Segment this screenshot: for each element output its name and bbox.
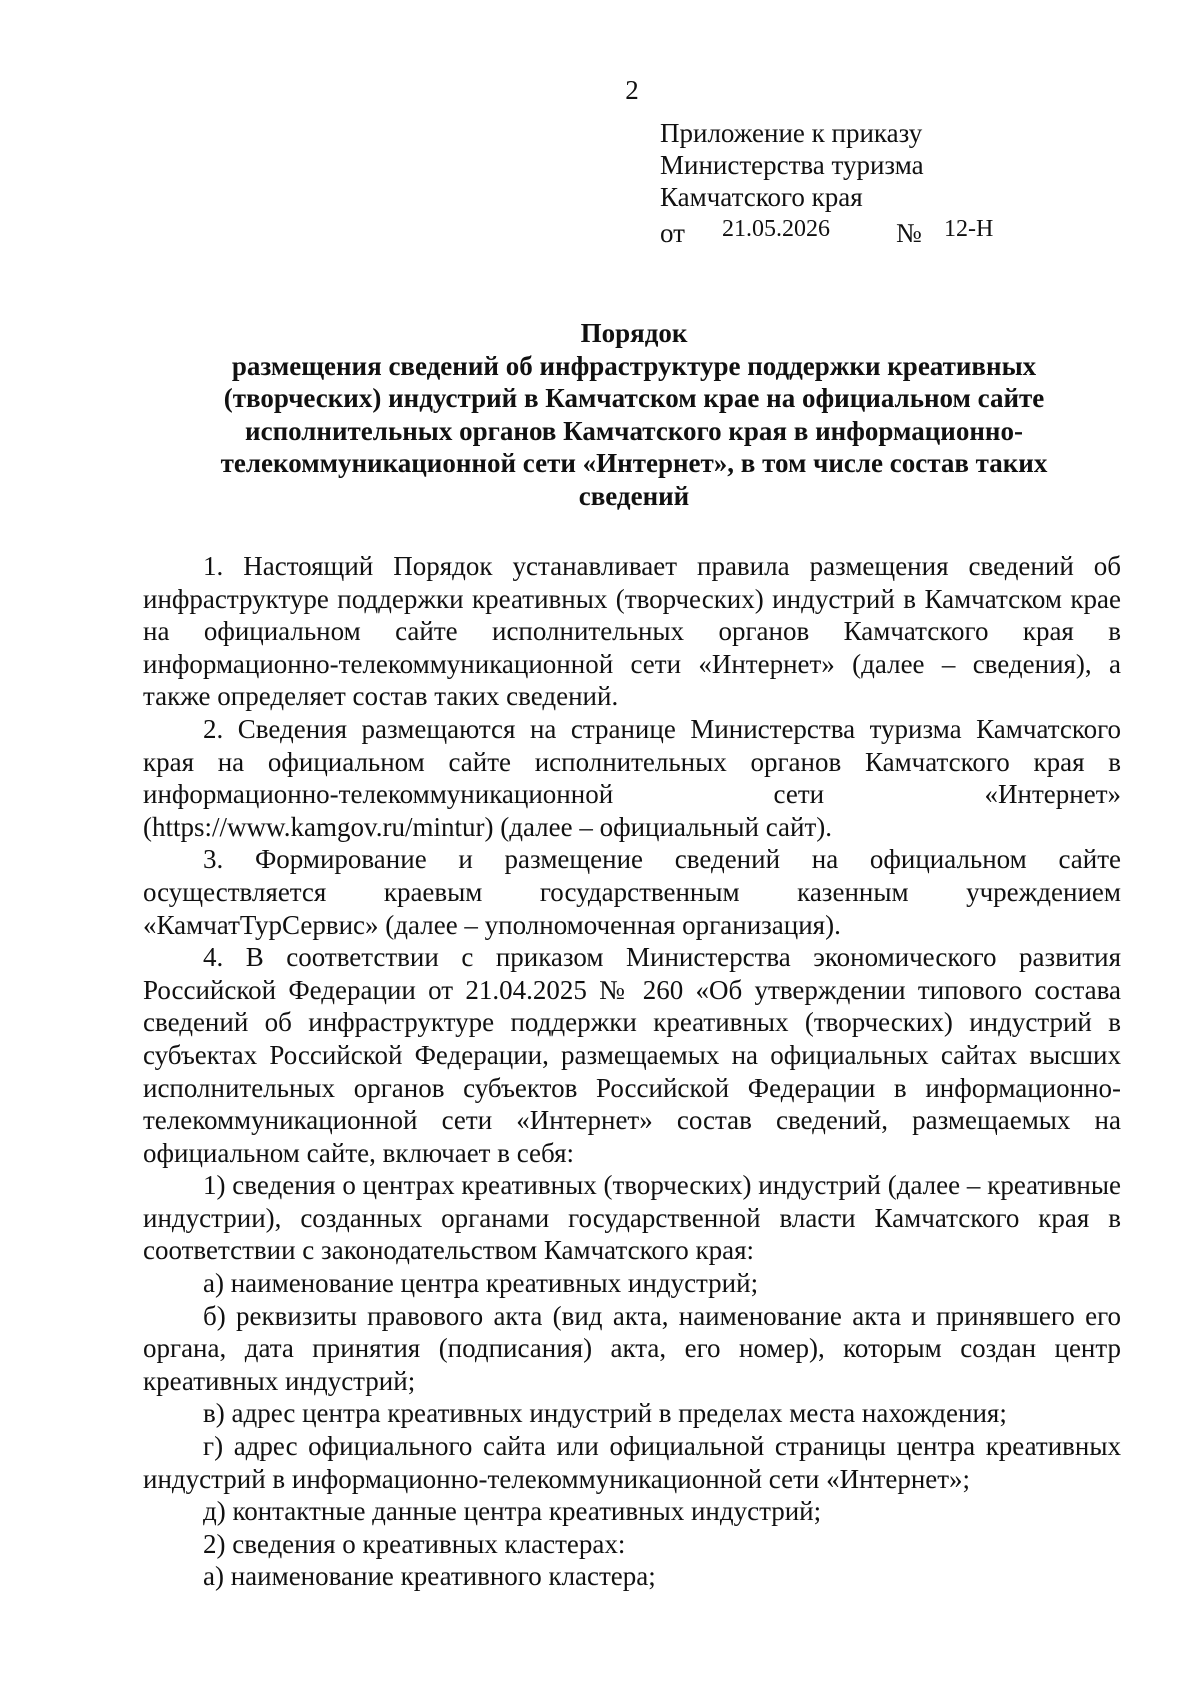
title-line-6: сведений [578, 480, 690, 511]
subitem-a-2: а) наименование креативного кластера; [203, 1561, 656, 1592]
paragraph-2: 2. Сведения размещаются на странице Министерства туризма Камчатского края на официальном сайте исполнительных органов Камчатского края в информационно-телекоммуникационной сети «Интернет» (https://www.kamgov.ru/mintur) (далее – официальный сайт). [143, 713, 1121, 842]
approval-line-1: Приложение к приказу [660, 118, 923, 148]
subitem-a: а) наименование центра креативных индустрий; [203, 1268, 759, 1299]
title-line-4: исполнительных органов Камчатского края в информационно- [245, 415, 1023, 446]
order-number-sign: № [896, 218, 922, 248]
order-from-label: от [660, 218, 685, 248]
subitem-d: д) контактные данные центра креативных индустрий; [203, 1496, 822, 1527]
title-line-2: размещения сведений об инфраструктуре поддержки креативных [231, 350, 1037, 381]
page-number: 2 [625, 75, 639, 105]
list-item-2: 2) сведения о креативных кластерах: [203, 1528, 626, 1559]
paragraph-4: 4. В соответствии с приказом Министерства экономического развития Российской Федерации от 21.04.2025 № 260 «Об утверждении типового состава сведений об инфраструктуре поддержки креативных (творческих) индустрий в субъектах Российской Федерации, размещаемых на официальных сайтах высших исполнительных органов субъектов Российской Федерации в информационно-телекоммуникационной сети «Интернет» состав сведений, размещаемых на официальном сайте, включает в себя: [143, 942, 1121, 1168]
title-line-3: (творческих) индустрий в Камчатском крае на официальном сайте [223, 383, 1045, 413]
subitem-v: в) адрес центра креативных индустрий в пределах места нахождения; [203, 1398, 1007, 1429]
document-title [150, 317, 1118, 512]
approval-line-3: Камчатского края [660, 182, 863, 212]
paragraph-3: 3. Формирование и размещение сведений на официальном сайте осуществляется краевым государственным казенным учреждением «КамчатТурСервис» (далее – уполномоченная организация). [143, 844, 1121, 940]
subitem-g: г) адрес официального сайта или официальной страницы центра креативных индустрий в информационно-телекоммуникационной сети «Интернет»; [143, 1431, 1121, 1494]
order-date: 21.05.2026 [722, 216, 830, 242]
title-line-1: Порядок [580, 318, 688, 348]
subitem-b: б) реквизиты правового акта (вид акта, наименование акта и принявшего его органа, дата принятия (подписания) акта, его номер), которым создан центр креативных индустрий; [143, 1300, 1121, 1396]
paragraph-1: 1. Настоящий Порядок устанавливает правила размещения сведений об инфраструктуре поддержки креативных (творческих) индустрий в Камчатском крае на официальном сайте исполнительных органов Камчатского края в информационно-телекоммуникационной сети «Интернет» (далее – сведения), а также определяет состав таких сведений. [143, 551, 1121, 712]
order-number: 12-Н [944, 216, 994, 242]
approval-block [660, 117, 994, 248]
document-body [143, 550, 1121, 1593]
approval-line-2: Министерства туризма [660, 150, 924, 180]
order-details [660, 213, 994, 248]
list-item-1: 1) сведения о центрах креативных (творческих) индустрий (далее – креативные индустрии), созданных органами государственной власти Камчатского края в соответствии с законодательством Камчатского края: [143, 1170, 1121, 1266]
title-line-5: телекоммуникационной сети «Интернет», в том числе состав таких [220, 448, 1048, 478]
